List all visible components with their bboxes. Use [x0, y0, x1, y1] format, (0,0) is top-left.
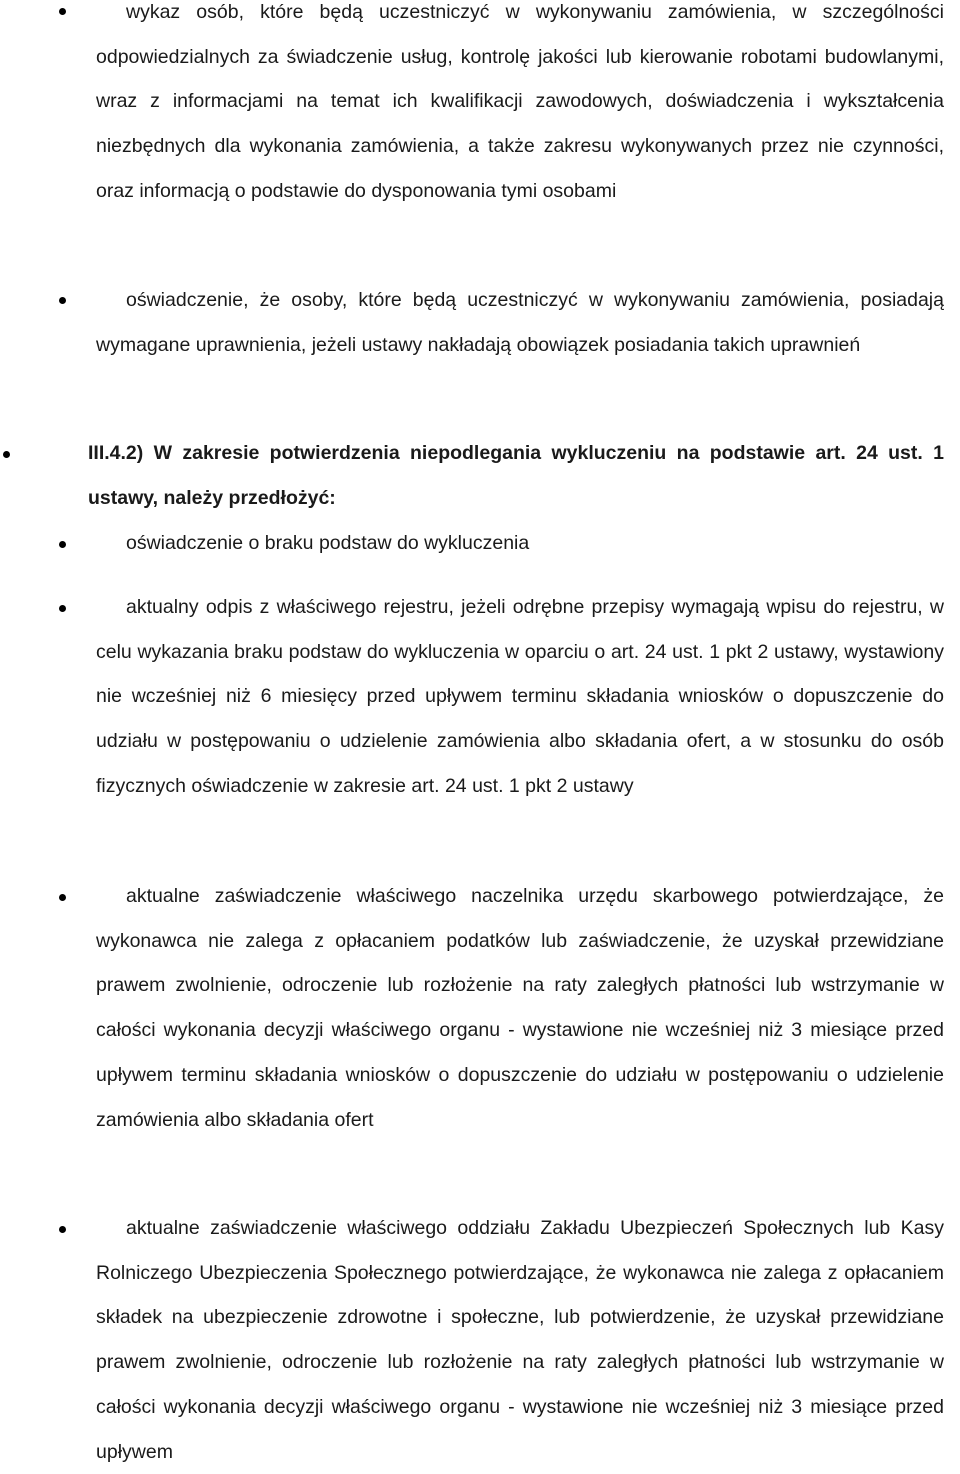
list-item-text: wykaz osób, które będą uczestniczyć w wykonywaniu zamówienia, w szczególności odpowiedzialnych za świadczenie usług, kontrolę jakości lub kierowanie robotami budowlanymi, wraz z informacjami na temat ich kwalifikacji zawodowych, doświadczenia i wykształcenia niezbędnych dla wykonania zamówienia, a także zakresu wykonywanych przez nie czynności, oraz informacją o podstawie do dysponowania tymi osobami	[96, 1, 944, 202]
bullet-icon	[59, 1226, 66, 1233]
list-item-text: aktualne zaświadczenie właściwego oddziału Zakładu Ubezpieczeń Społecznych lub Kasy Rolniczego Ubezpieczenia Społecznego potwierdzające, że wykonawca nie zalega z opłacaniem składek na ubezpieczenie zdrowotne i społeczne, lub potwierdzenie, że uzyskał przewidziane prawem zwolnienie, odroczenie lub rozłożenie na raty zaległych płatności lub wstrzymanie w całości wykonania decyzji właściwego organu - wystawione nie wcześniej niż 3 miesiące przed upływem	[96, 1217, 944, 1463]
bullet-icon	[3, 451, 10, 458]
list-item-text: oświadczenie o braku podstaw do wykluczenia	[126, 532, 530, 554]
bullet-icon	[59, 8, 66, 15]
section-heading: III.4.2) W zakresie potwierdzenia niepodlegania wykluczeniu na podstawie art. 24 ust. 1 ustawy, należy przedłożyć:	[88, 442, 944, 509]
bullet-icon	[59, 297, 66, 304]
bullet-icon	[59, 605, 66, 612]
list-item-text: aktualny odpis z właściwego rejestru, jeżeli odrębne przepisy wymagają wpisu do rejestru, w celu wykazania braku podstaw do wykluczenia w oparciu o art. 24 ust. 1 pkt 2 ustawy, wystawiony nie wcześniej niż 6 miesięcy przed upływem terminu składania wniosków o dopuszczenie do udziału w postępowaniu o udzielenie zamówienia albo składania ofert, a w stosunku do osób fizycznych oświadczenie w zakresie art. 24 ust. 1 pkt 2 ustawy	[96, 596, 944, 797]
bullet-icon	[59, 894, 66, 901]
list-item-text: aktualne zaświadczenie właściwego naczelnika urzędu skarbowego potwierdzające, że wykonawca nie zalega z opłacaniem podatków lub zaświadczenie, że uzyskał przewidziane prawem zwolnienie, odroczenie lub rozłożenie na raty zaległych płatności lub wstrzymanie w całości wykonania decyzji właściwego organu - wystawione nie wcześniej niż 3 miesiące przed upływem terminu składania wniosków o dopuszczenie do udziału w postępowaniu o udzielenie zamówienia albo składania ofert	[96, 885, 944, 1131]
list-item-text: oświadczenie, że osoby, które będą uczestniczyć w wykonywaniu zamówienia, posiadają wymagane uprawnienia, jeżeli ustawy nakładają obowiązek posiadania takich uprawnień	[96, 289, 944, 356]
bullet-icon	[59, 541, 66, 548]
